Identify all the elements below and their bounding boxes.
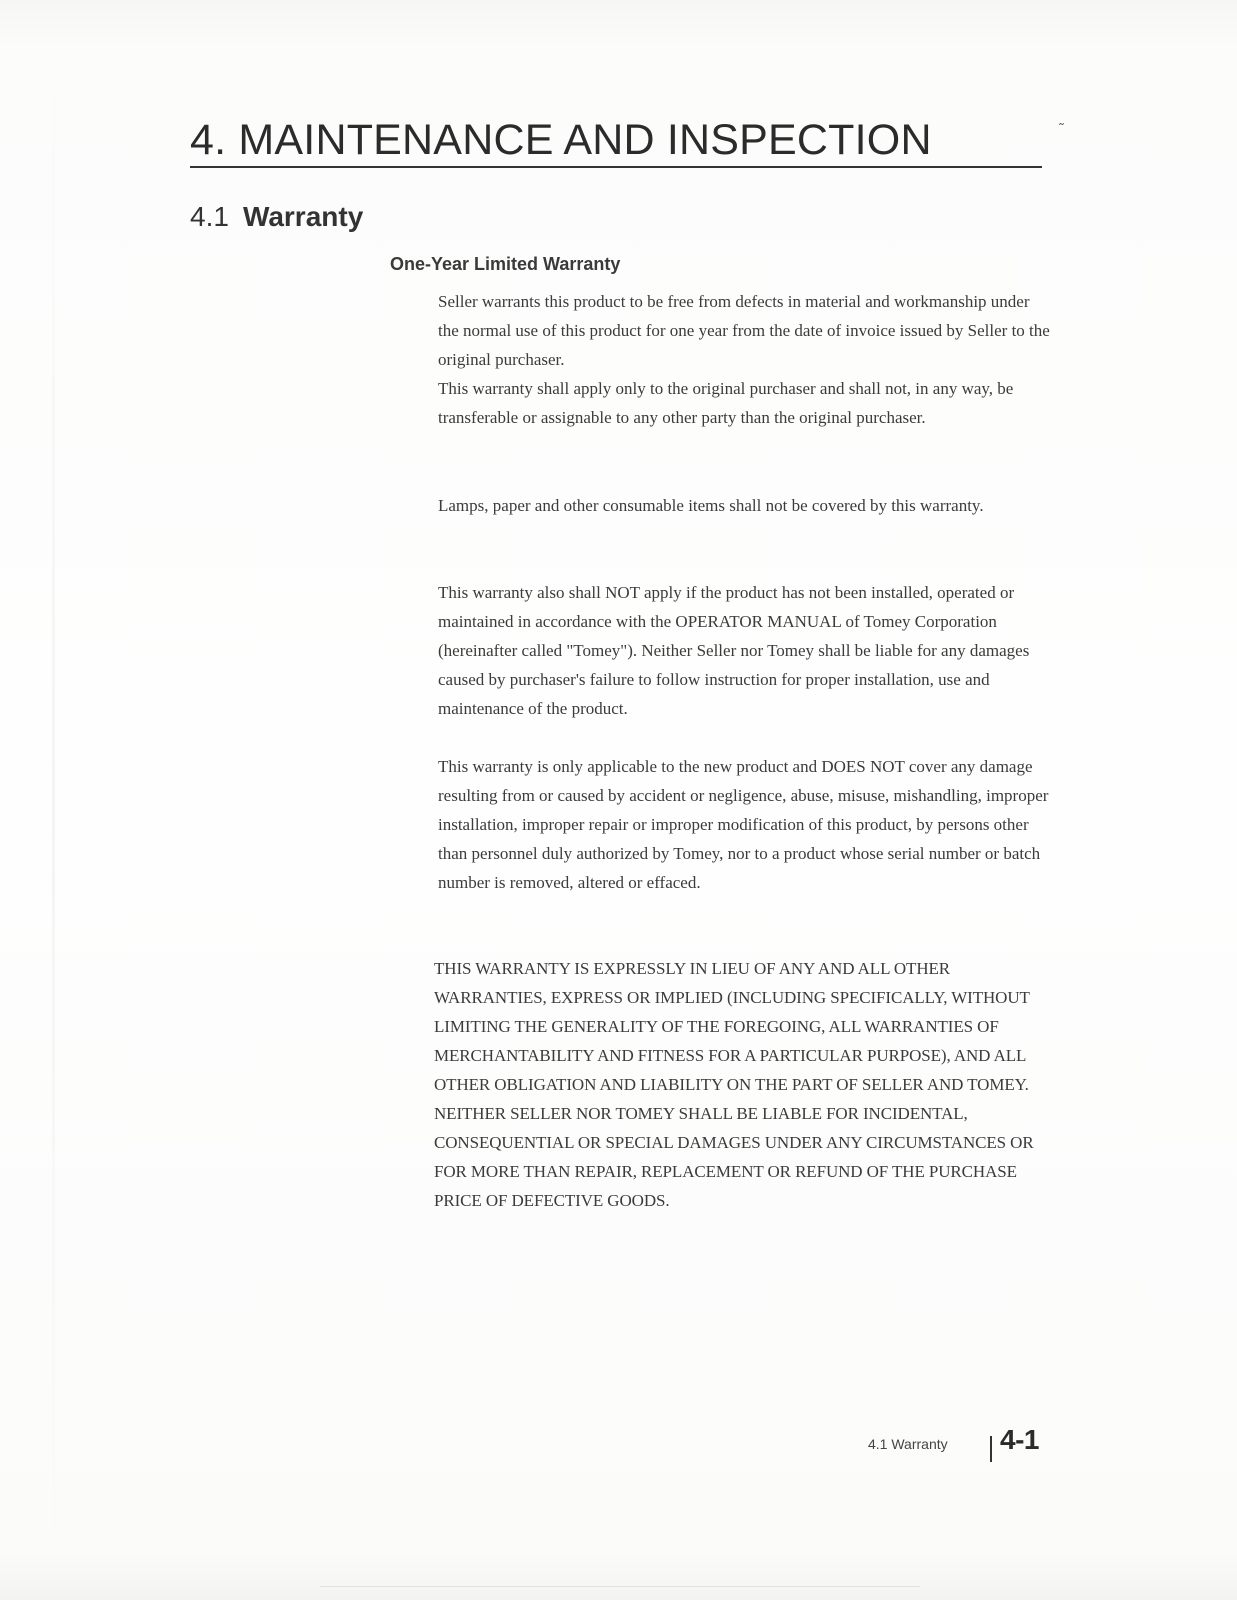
page-number: 4-1 (1000, 1424, 1039, 1455)
paragraph-consumables: Lamps, paper and other consumable items shall not be covered by this warranty. (438, 496, 984, 515)
paragraph-operator-manual: This warranty also shall NOT apply if the product has not been installed, operated or maintained in accordance with the OPERATOR MANUAL of Tomey Corporation (hereinafter called "Tomey"). Neither Seller nor Tomey shall be liable for any damages caused by purchaser's failure to follow instruction for proper installation, use and maintenance of the product. (438, 583, 1030, 718)
section-number: 4.1 (190, 201, 229, 232)
warranty-subheading: One-Year Limited Warranty (390, 254, 621, 274)
footer-section-label: 4.1 Warranty (868, 1436, 948, 1452)
paragraph-original-purchaser: This warranty shall apply only to the original purchaser and shall not, in any way, be transferable or assignable to any other party than the original purchaser. (438, 379, 1014, 427)
section-title: Warranty (242, 201, 364, 232)
footer-divider (990, 1436, 992, 1462)
paragraph-disclaimer: THIS WARRANTY IS EXPRESSLY IN LIEU OF ANY AND ALL OTHER WARRANTIES, EXPRESS OR IMPLIED (INCLUDING SPECIFICALLY, WITHOUT LIMITING THE GENERALITY OF THE FOREGOING, ALL WARRANTIES OF MERCHANTABILITY AND FITNESS FOR A PARTICULAR PURPOSE), AND ALL OTHER OBLIGATION AND LIABILITY ON THE PART OF SELLER AND TOMEY. NEITHER SELLER NOR TOMEY SHALL BE LIABLE FOR INCIDENTAL, CONSEQUENTIAL OR SPECIAL DAMAGES UNDER ANY CIRCUMSTANCES OR FOR MORE THAN REPAIR, REPLACEMENT OR REFUND OF THE PURCHASE PRICE OF DEFECTIVE GOODS. (434, 959, 1034, 1210)
scan-speck-mark: ˜ (1058, 122, 1065, 138)
scan-shadow-left (52, 20, 55, 1580)
scan-shadow-bottom (320, 1586, 920, 1587)
paragraph-warranty-scope: Seller warrants this product to be free from defects in material and workmanship under the normal use of this product for one year from the date of invoice issued by Seller to the original purchaser. (438, 292, 1050, 369)
chapter-title: 4. MAINTENANCE AND INSPECTION (190, 116, 932, 164)
paragraph-exclusions: This warranty is only applicable to the new product and DOES NOT cover any damage resulting from or caused by accident or negligence, abuse, misuse, mishandling, improper installation, improper repair or improper modification of this product, by persons other than personnel duly authorized by Tomey, nor to a product whose serial number or batch number is removed, altered or effaced. (438, 757, 1049, 892)
section-heading (190, 200, 363, 234)
chapter-title-underline (190, 166, 1042, 168)
